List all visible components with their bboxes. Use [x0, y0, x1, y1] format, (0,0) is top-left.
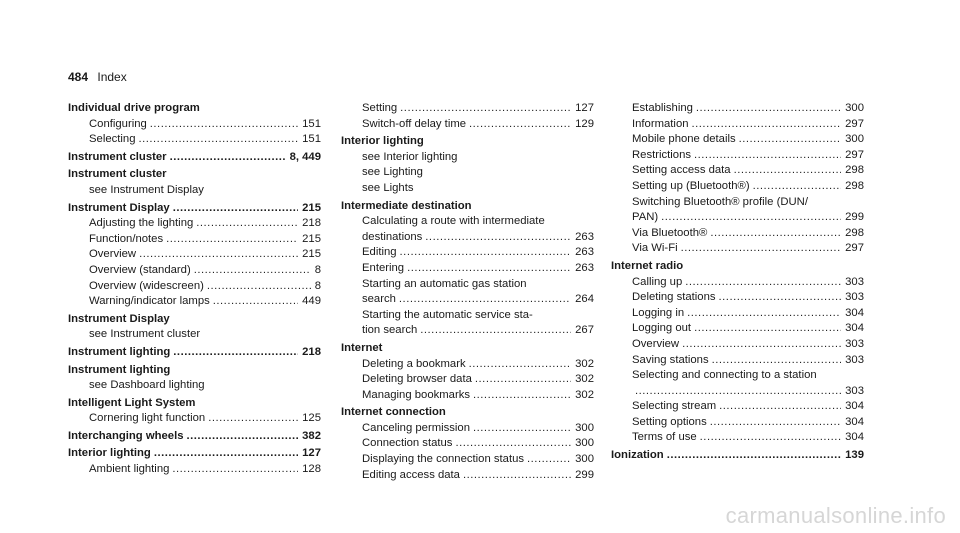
- page-reference: 218: [302, 345, 321, 358]
- entry-label: Canceling permission: [362, 421, 470, 434]
- entry-label: Logging in: [632, 306, 685, 319]
- entry-label: Deleting stations: [632, 291, 716, 304]
- page-reference: 302: [575, 388, 594, 401]
- dot-leader: [400, 101, 571, 117]
- entry-label: search: [362, 293, 396, 306]
- index-subentry: [341, 308, 594, 324]
- index-entry: [68, 150, 321, 166]
- entry-label: Interior lighting: [341, 135, 424, 148]
- page-reference: 299: [575, 468, 594, 481]
- dot-leader: [172, 462, 298, 478]
- entry-label: Displaying the connection status: [362, 453, 525, 466]
- dot-leader: [710, 415, 841, 431]
- index-entry: [341, 199, 594, 215]
- index-subentry: [611, 101, 864, 117]
- entry-label: Setting options: [632, 415, 707, 428]
- entry-label: Managing bookmarks: [362, 388, 471, 401]
- entry-label: see Lights: [362, 181, 414, 194]
- index-subentry: [611, 148, 864, 164]
- index-subentry: [611, 399, 864, 415]
- entry-label: Terms of use: [632, 431, 697, 444]
- dot-leader: [187, 429, 299, 445]
- dot-leader: [473, 421, 571, 437]
- entry-label: see Instrument Display: [89, 183, 204, 196]
- page-reference: 302: [575, 373, 594, 386]
- dot-leader: [166, 232, 298, 248]
- entry-label: Setting: [362, 102, 398, 114]
- index-entry: [68, 396, 321, 412]
- entry-label: Setting access data: [632, 164, 731, 177]
- dot-leader: [469, 117, 571, 133]
- index-column-1: [68, 101, 321, 478]
- index-subentry: [68, 132, 321, 148]
- page-reference: 215: [302, 248, 321, 261]
- entry-label: Ambient lighting: [89, 463, 170, 476]
- entry-label: tion search: [362, 324, 418, 337]
- entry-label: PAN): [632, 211, 659, 224]
- entry-label: Editing: [362, 246, 397, 259]
- dot-leader: [475, 372, 571, 388]
- entry-label: Internet: [341, 341, 383, 354]
- dot-leader: [196, 216, 298, 232]
- index-subentry: [611, 163, 864, 179]
- page-reference: 129: [575, 117, 594, 130]
- entry-label: Overview: [89, 248, 137, 261]
- page-reference: 8, 449: [289, 150, 321, 163]
- dot-leader: [425, 230, 571, 246]
- page-reference: 297: [845, 148, 864, 161]
- entry-label: Instrument Display: [68, 201, 170, 214]
- entry-label: Switching Bluetooth® profile (DUN/: [632, 195, 808, 208]
- index-subentry: [341, 421, 594, 437]
- watermark: carmanualsonline.info: [725, 503, 946, 528]
- page-reference: 302: [575, 357, 594, 370]
- section-title: Index: [97, 70, 127, 84]
- index-subentry: [341, 214, 594, 230]
- index-subentry: [341, 165, 594, 181]
- page-reference: 8: [314, 279, 321, 292]
- index-subentry: [68, 216, 321, 232]
- dot-leader: [138, 132, 298, 148]
- dot-leader: [682, 337, 841, 353]
- dot-leader: [667, 448, 841, 464]
- index-subentry: [341, 452, 594, 468]
- dot-leader: [154, 446, 298, 462]
- index-subentry: [341, 292, 594, 308]
- page-reference: 300: [845, 102, 864, 114]
- page-reference: 300: [575, 453, 594, 466]
- page-reference: 303: [845, 353, 864, 366]
- dot-leader: [399, 292, 571, 308]
- entry-label: Instrument Display: [68, 312, 170, 325]
- dot-leader: [694, 321, 841, 337]
- page-number: 484: [68, 70, 89, 84]
- index-entry: [68, 345, 321, 361]
- page-reference: 127: [575, 102, 594, 114]
- index-subentry: [341, 101, 594, 117]
- entry-label: Individual drive program: [68, 102, 200, 114]
- index-subentry: [611, 306, 864, 322]
- index-subentry: [341, 357, 594, 373]
- entry-label: Via Bluetooth®: [632, 226, 708, 239]
- entry-label: Instrument cluster: [68, 150, 167, 163]
- dot-leader: [712, 353, 842, 369]
- dot-leader: [173, 345, 298, 361]
- index-entry: [68, 312, 321, 328]
- page-reference: 125: [302, 412, 321, 425]
- page-reference: 263: [575, 246, 594, 259]
- index-subentry: [341, 181, 594, 197]
- index-entry: [341, 341, 594, 357]
- index-entry: [611, 259, 864, 275]
- index-subentry: [68, 263, 321, 279]
- dot-leader: [473, 388, 571, 404]
- dot-leader: [734, 163, 842, 179]
- page-reference: 297: [845, 117, 864, 130]
- index-subentry: [611, 226, 864, 242]
- entry-label: Cornering light function: [89, 412, 206, 425]
- dot-leader: [208, 411, 298, 427]
- page-reference: 382: [302, 429, 321, 442]
- entry-label: Intermediate destination: [341, 199, 472, 212]
- entry-label: Function/notes: [89, 232, 164, 245]
- dot-leader: [150, 117, 298, 133]
- entry-label: Instrument cluster: [68, 168, 167, 181]
- entry-label: Starting the automatic service sta-: [362, 308, 533, 321]
- dot-leader: [527, 452, 571, 468]
- entry-label: Deleting browser data: [362, 373, 472, 386]
- page-reference: 303: [845, 275, 864, 288]
- page-reference: 303: [845, 337, 864, 350]
- entry-label: Instrument lighting: [68, 363, 171, 376]
- index-subentry: [611, 195, 864, 211]
- dot-leader: [469, 357, 572, 373]
- entry-label: Calculating a route with intermediate: [362, 215, 545, 228]
- index-subentry: [341, 277, 594, 293]
- page-reference: 127: [302, 447, 321, 460]
- index-subentry: [611, 290, 864, 306]
- index-entry: [68, 101, 321, 117]
- entry-label: Information: [632, 117, 689, 130]
- dot-leader: [407, 261, 571, 277]
- index-subentry: [68, 232, 321, 248]
- index-subentry: [68, 247, 321, 263]
- page-reference: 215: [302, 232, 321, 245]
- page-reference: 449: [302, 295, 321, 308]
- index-subentry: [68, 117, 321, 133]
- index-subentry: [611, 132, 864, 148]
- dot-leader: [400, 245, 572, 261]
- dot-leader: [719, 399, 841, 415]
- entry-label: Connection status: [362, 437, 453, 450]
- index-subentry: [68, 378, 321, 394]
- entry-label: Warning/indicator lamps: [89, 295, 210, 308]
- entry-label: Switch-off delay time: [362, 117, 467, 130]
- page-reference: 304: [845, 415, 864, 428]
- index-subentry: [611, 337, 864, 353]
- entry-label: Establishing: [632, 102, 693, 114]
- index-subentry: [611, 368, 864, 384]
- entry-label: Via Wi-Fi: [632, 242, 678, 255]
- index-subentry: [611, 275, 864, 291]
- page-reference: 8: [314, 263, 321, 276]
- entry-label: Selecting: [89, 133, 136, 146]
- index-subentry: [341, 230, 594, 246]
- index-subentry: [611, 210, 864, 226]
- index-subentry: [611, 415, 864, 431]
- index-subentry: [611, 384, 864, 400]
- dot-leader: [661, 210, 841, 226]
- entry-label: Mobile phone details: [632, 133, 736, 146]
- index-entry: [341, 405, 594, 421]
- page-reference: 298: [845, 164, 864, 177]
- entry-label: Interchanging wheels: [68, 429, 184, 442]
- index-subentry: [68, 183, 321, 199]
- entry-label: Saving stations: [632, 353, 709, 366]
- entry-label: Instrument lighting: [68, 345, 171, 358]
- index-entry: [68, 201, 321, 217]
- entry-label: Entering: [362, 261, 405, 274]
- entry-label: Deleting a bookmark: [362, 357, 466, 370]
- entry-label: Setting up (Bluetooth®): [632, 179, 750, 192]
- entry-label: destinations: [362, 230, 423, 243]
- entry-label: Editing access data: [362, 468, 460, 481]
- index-subentry: [341, 150, 594, 166]
- index-column-3: [611, 101, 864, 464]
- page-reference: 304: [845, 431, 864, 444]
- entry-label: Internet radio: [611, 259, 684, 272]
- index-subentry: [68, 294, 321, 310]
- page-reference: 298: [845, 179, 864, 192]
- page-header: [68, 70, 127, 84]
- index-entry: [341, 134, 594, 150]
- index-subentry: [341, 261, 594, 277]
- index-subentry: [341, 245, 594, 261]
- dot-leader: [420, 323, 571, 339]
- index-subentry: [68, 411, 321, 427]
- dot-leader: [194, 263, 311, 279]
- index-entry: [68, 167, 321, 183]
- dot-leader: [696, 101, 841, 117]
- dot-leader: [692, 117, 842, 133]
- dot-leader: [463, 468, 571, 484]
- page-reference: 263: [575, 230, 594, 243]
- dot-leader: [685, 275, 841, 291]
- index-subentry: [68, 462, 321, 478]
- dot-leader: [213, 294, 298, 310]
- page-reference: 218: [302, 217, 321, 230]
- page-reference: 264: [575, 293, 594, 306]
- index-subentry: [341, 372, 594, 388]
- page-reference: 298: [845, 226, 864, 239]
- page-reference: 300: [575, 437, 594, 450]
- page-reference: 300: [575, 421, 594, 434]
- entry-label: Interior lighting: [68, 447, 151, 460]
- index-subentry: [611, 430, 864, 446]
- index-subentry: [611, 321, 864, 337]
- entry-label: Overview: [632, 337, 680, 350]
- entry-label: Adjusting the lighting: [89, 217, 194, 230]
- entry-label: Intelligent Light System: [68, 396, 196, 409]
- dot-leader: [753, 179, 842, 195]
- entry-label: Ionization: [611, 449, 664, 462]
- page-reference: 151: [302, 117, 321, 130]
- page-reference: 215: [302, 201, 321, 214]
- entry-label: see Instrument cluster: [89, 328, 201, 341]
- index-subentry: [68, 327, 321, 343]
- index-subentry: [341, 323, 594, 339]
- page-reference: 128: [302, 463, 321, 476]
- index-subentry: [611, 179, 864, 195]
- dot-leader: [681, 241, 842, 257]
- index-subentry: [341, 117, 594, 133]
- index-entry: [68, 363, 321, 379]
- index-subentry: [341, 388, 594, 404]
- index-subentry: [341, 468, 594, 484]
- page-reference: 267: [575, 324, 594, 337]
- page-reference: 304: [845, 400, 864, 413]
- index-entry: [611, 448, 864, 464]
- index-subentry: [341, 436, 594, 452]
- index-entry: [68, 429, 321, 445]
- entry-label: Configuring: [89, 117, 147, 130]
- page-reference: 297: [845, 242, 864, 255]
- index-entry: [68, 446, 321, 462]
- entry-label: Selecting and connecting to a station: [632, 369, 817, 382]
- page-reference: 299: [845, 211, 864, 224]
- dot-leader: [139, 247, 298, 263]
- page-reference: 304: [845, 306, 864, 319]
- dot-leader: [207, 279, 311, 295]
- index-subentry: [611, 117, 864, 133]
- dot-leader: [739, 132, 842, 148]
- page-reference: 151: [302, 133, 321, 146]
- dot-leader: [700, 430, 841, 446]
- entry-label: see Interior lighting: [362, 150, 458, 163]
- entry-label: Overview (standard): [89, 263, 191, 276]
- index-subentry: [611, 353, 864, 369]
- page-reference: 304: [845, 322, 864, 335]
- entry-label: Selecting stream: [632, 400, 717, 413]
- page-reference: 303: [845, 291, 864, 304]
- dot-leader: [719, 290, 842, 306]
- page-reference: 263: [575, 261, 594, 274]
- index-subentry: [68, 279, 321, 295]
- entry-label: Starting an automatic gas station: [362, 277, 527, 290]
- page-reference: 300: [845, 133, 864, 146]
- dot-leader: [694, 148, 841, 164]
- index-subentry: [611, 241, 864, 257]
- entry-label: see Dashboard lighting: [89, 379, 205, 392]
- dot-leader: [170, 150, 286, 166]
- page-reference: 139: [845, 449, 864, 462]
- entry-label: Logging out: [632, 322, 692, 335]
- dot-leader: [710, 226, 841, 242]
- index-column-2: [341, 101, 594, 483]
- entry-label: Restrictions: [632, 148, 692, 161]
- dot-leader: [173, 201, 298, 217]
- page-reference: 303: [845, 384, 864, 397]
- entry-label: Calling up: [632, 275, 683, 288]
- entry-label: see Lighting: [362, 166, 423, 179]
- entry-label: Internet connection: [341, 406, 446, 419]
- dot-leader: [455, 436, 571, 452]
- dot-leader: [687, 306, 841, 322]
- dot-leader: [635, 384, 841, 400]
- entry-label: Overview (widescreen): [89, 279, 204, 292]
